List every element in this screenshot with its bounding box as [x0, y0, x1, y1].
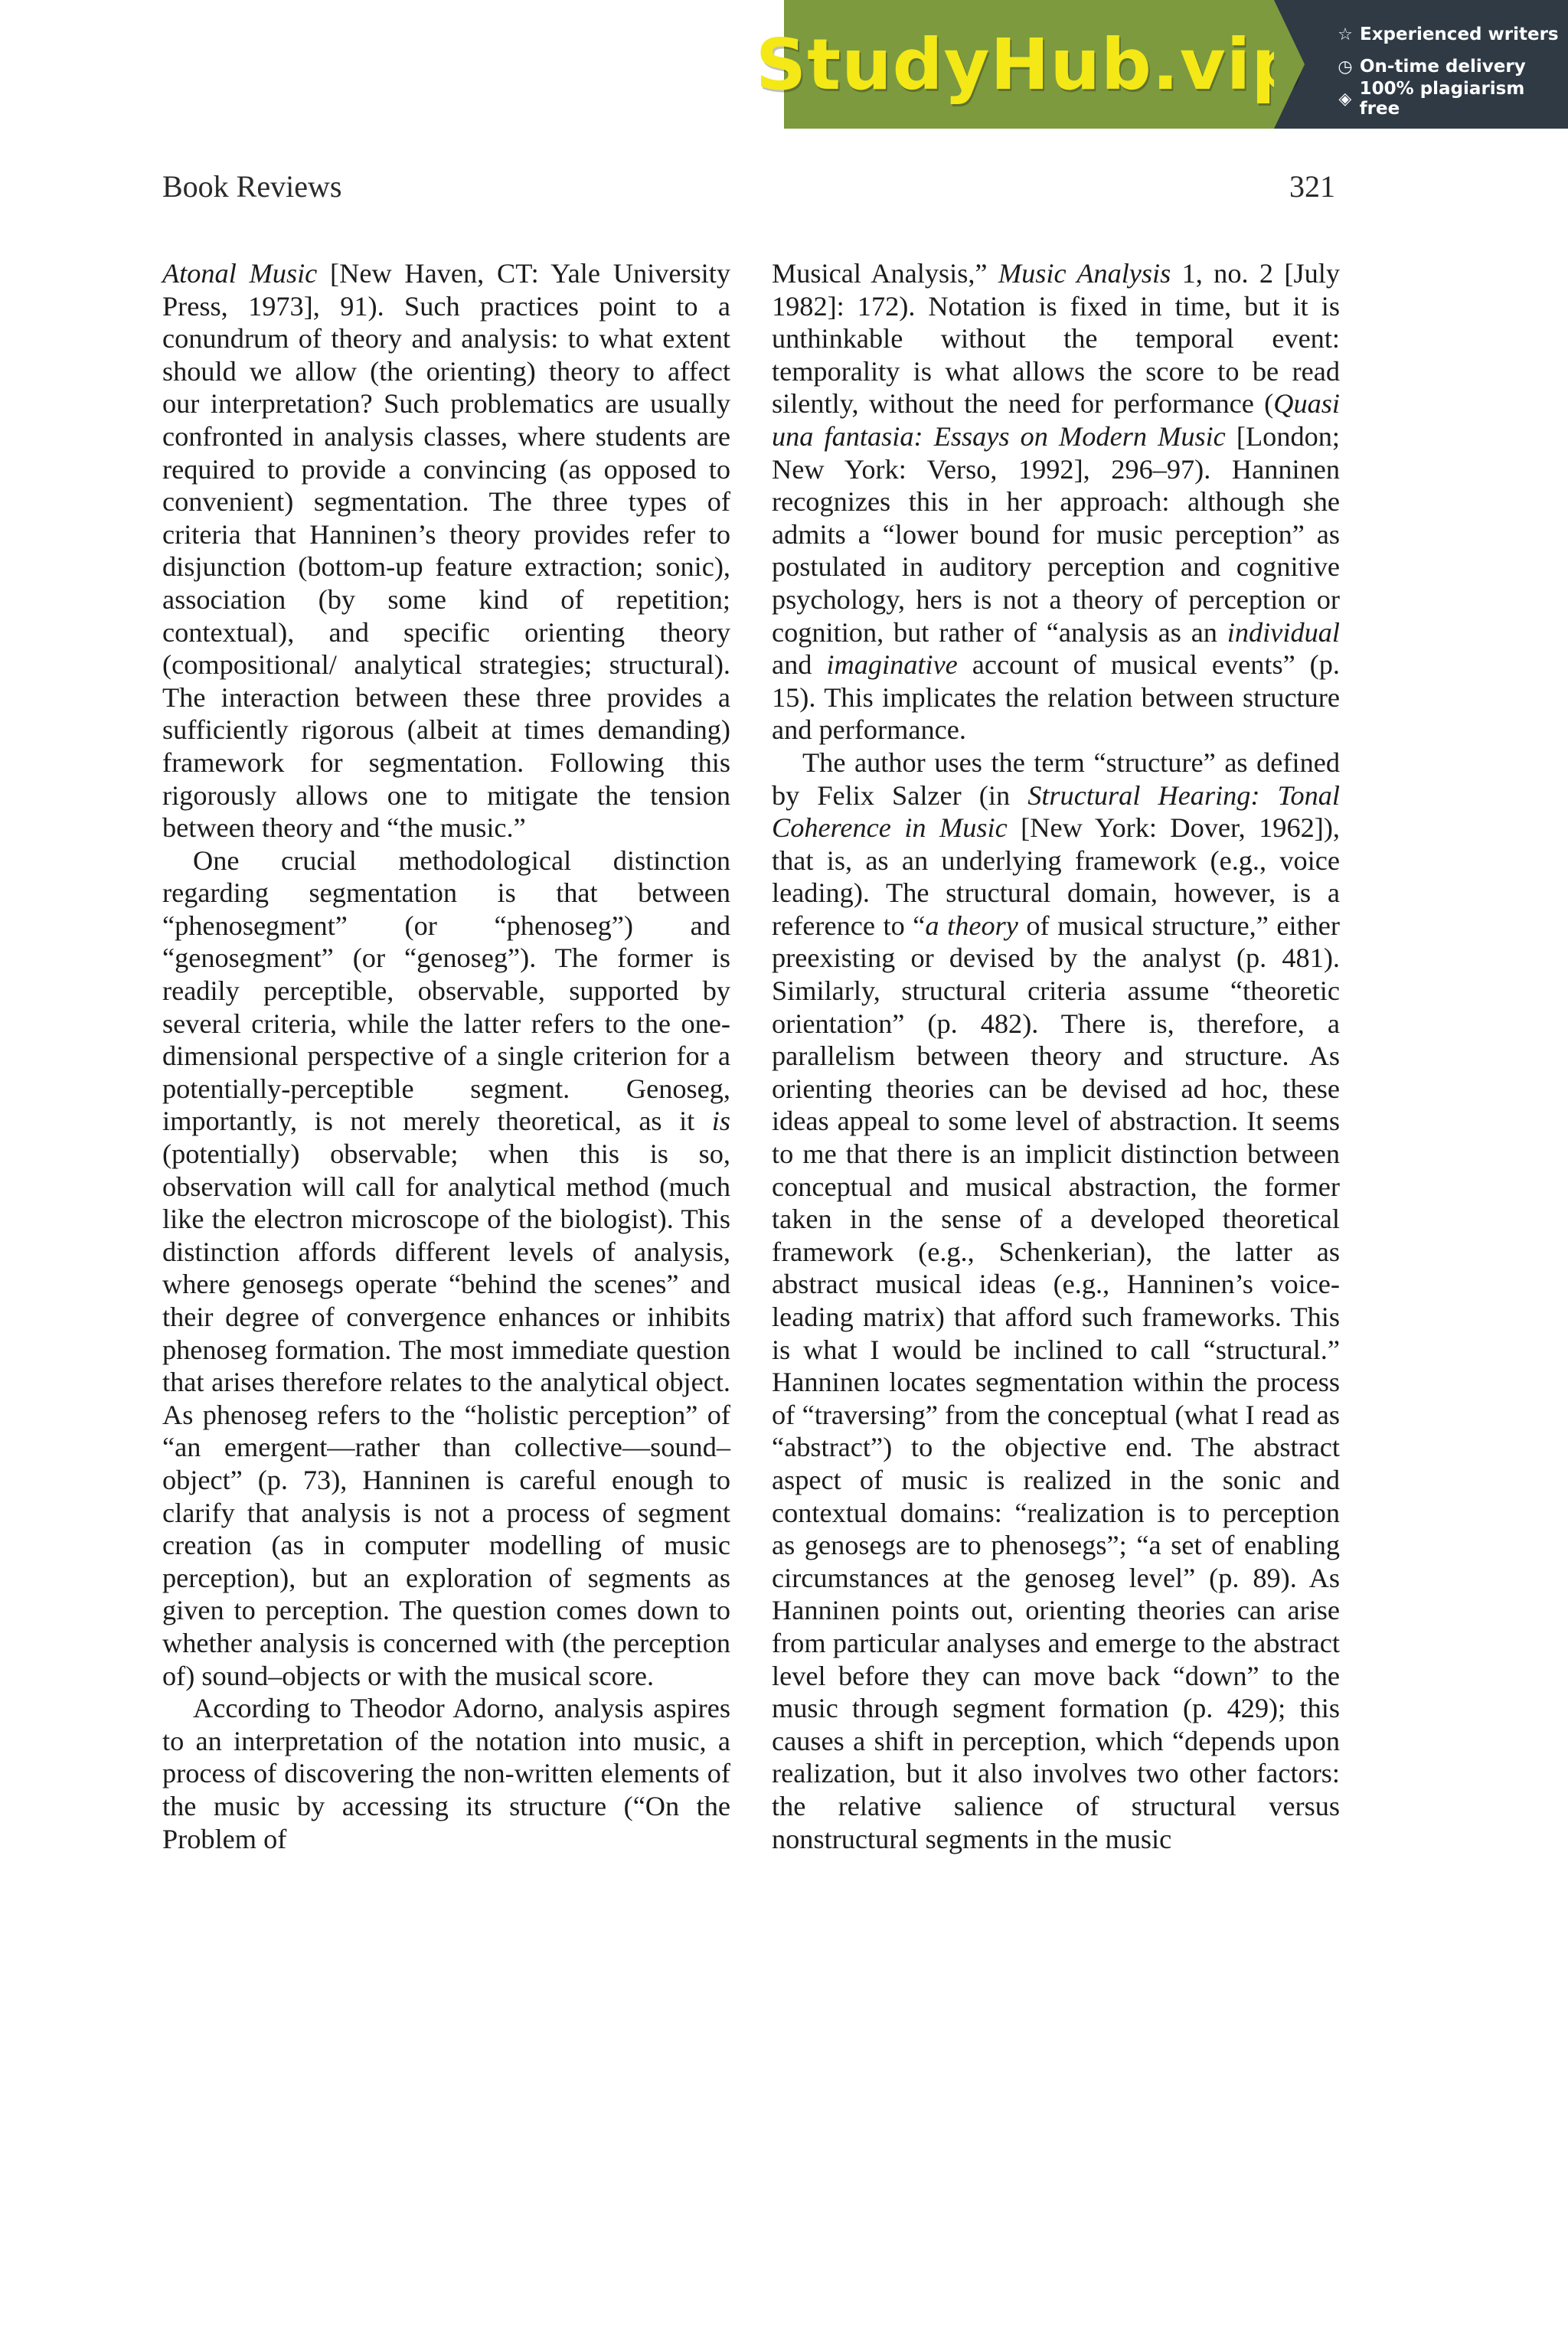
star-icon: ☆ — [1338, 24, 1353, 44]
italic-title: Atonal Music — [162, 258, 318, 289]
italic-emphasis: imaginative — [826, 649, 958, 681]
feature-label: On-time delivery — [1360, 57, 1526, 77]
text-run: of musical structure,” either preexisting or devised by the analyst (p. 481). Similarly, structural criteria assume “theoretic orientation” (p. 482). There is, therefore, a parallelism between theory and structure. As orienting theories can be devised ad hoc, these ideas appeal to some level of abstraction. It seems to me that there is an implicit distinction between conceptual and musical abstraction, the former taken in the sense of a developed theoretical framework (e.g., Schenkerian), the latter as abstract musical ideas (e.g., Hanninen’s voice-leading matrix) that afford such frameworks. This is what I would be inclined to call “structural.” Hanninen locates segmentation within the process of “traversing” from the conceptual (what I read as “abstract”) to the objective end. The abstract aspect of music is realized in the sonic and contextual domains: “realization is to perception as genosegs are to phenosegs”; “a set of enabling circumstances at the genoseg level” (p. 89). As Hanninen points out, orienting theories can arise from particular analyses and emerge to the abstract level before they can move back “down” to the music through segment formation (p. 429); this causes a shift in perception, which “depends upon realization, but it also involves two other factors: the relative salience of structural versus nonstructural segments in the music — [772, 910, 1341, 1854]
left-paragraph-2 — [162, 844, 730, 1692]
studyhub-banner[interactable] — [755, 0, 1568, 129]
italic-emphasis: a theory — [925, 910, 1018, 941]
text-run: According to Theodor Adorno, analysis aspires to an interpretation of the notation into music, a process of discovering the non-written elements of the music by accessing its structure (“On the Problem of — [162, 1693, 730, 1854]
right-paragraph-1 — [772, 257, 1340, 746]
banner-brand[interactable] — [755, 0, 1303, 129]
shield-check-icon: ◈ — [1338, 89, 1352, 109]
text-run: [New York: Dover, 1962]), that is, as an underlying framework (e.g., voice leading). The structural domain, however, is a reference to “ — [772, 812, 1340, 941]
feature-on-time-delivery — [1335, 51, 1568, 83]
right-column — [772, 257, 1340, 1855]
text-run: account of musical events” (p. 15). This implicates the relation between structure and performance. — [772, 649, 1340, 746]
italic-title: Music Analysis — [998, 258, 1171, 289]
italic-title: Quasi una fantasia: Essays on Modern Music — [772, 388, 1340, 452]
text-run: One crucial methodological distinction regarding segmentation is that between “phenosegment” (or “phenoseg”) and “genosegment” (or “genoseg”). The former is readily perceptible, observable, supported by several criteria, while the latter refers to the one-dimensional perspective of a single criterion for a potentially-perceptible segment. Genoseg, importantly, is not merely theoretical, as it — [162, 844, 730, 1137]
feature-plagiarism-free — [1335, 79, 1568, 119]
section-title: Book Reviews — [162, 169, 342, 204]
italic-emphasis: individual — [1227, 616, 1340, 648]
left-column — [162, 257, 730, 1855]
italic-emphasis: is — [711, 1106, 730, 1137]
text-run: [New Haven, CT: Yale University Press, 1973], 91). Such practices point to a conundrum of theory and analysis: to what extent should we allow (the orienting) theory to affect our interpretation? Such problematics are usually confronted in analysis classes, where students are required to provide a convincing (as opposed to convenient) segmentation. The three types of criteria that Hanninen’s theory provides refer to disjunction (bottom-up feature extraction; sonic), association (by some kind of repetition; contextual), and specific orienting theory (compositional/ analytical strategies; structural). The interaction between these three provides a sufficiently rigorous (albeit at times demanding) framework for segmentation. Following this rigorously allows one to mitigate the tension between theory and “the music.” — [162, 258, 730, 844]
right-paragraph-2 — [772, 746, 1340, 1855]
left-paragraph-1 — [162, 257, 730, 844]
clock-icon: ◷ — [1338, 57, 1353, 77]
text-run: The author uses the term “structure” as defined by Felix Salzer (in — [772, 746, 1340, 811]
banner-arrow-shape — [1274, 0, 1305, 129]
text-run: Musical Analysis,” — [772, 258, 998, 289]
text-run: 1, no. 2 [July 1982]: 172). Notation is fixed in time, but it is unthinkable without the temporal event: temporality is what allows the score to be read silently, without the need for performance ( — [772, 258, 1340, 420]
feature-experienced-writers — [1335, 18, 1568, 51]
page-number: 321 — [1289, 169, 1335, 204]
left-paragraph-3 — [162, 1692, 730, 1855]
feature-label: 100% plagiarism free — [1359, 79, 1525, 119]
text-run: and — [772, 649, 827, 681]
running-head — [162, 168, 1335, 204]
text-run: (potentially) observable; when this is so, observation will call for analytical method (much like the electron microscope of the biologist). This distinction affords different levels of analysis, where genosegs operate “behind the scenes” and their degree of convergence enhances or inhibits phenoseg formation. The most immediate question that arises therefore relates to the analytical object. As phenoseg refers to the “holistic perception” of “an emergent—rather than collective—sound–object” (p. 73), Hanninen is careful enough to clarify that analysis is not a process of segment creation (as in computer modelling of music perception), but an exploration of segments as given to perception. The question comes down to whether analysis is concerned with (the perception of) sound–objects or with the musical score. — [162, 1138, 730, 1691]
text-run: [London; New York: Verso, 1992], 296–97). Hanninen recognizes this in her approach: although she admits a “lower bound for music perception” as postulated in auditory perception and cognitive psychology, hers is not a theory of perception or cognition, but rather of “analysis as an — [772, 420, 1340, 648]
banner-features — [1274, 0, 1568, 129]
brand-logo-text: StudyHub.vip — [755, 23, 1303, 106]
feature-label: Experienced writers — [1360, 24, 1559, 44]
italic-title: Structural Hearing: Tonal Coherence in Music — [772, 779, 1340, 844]
